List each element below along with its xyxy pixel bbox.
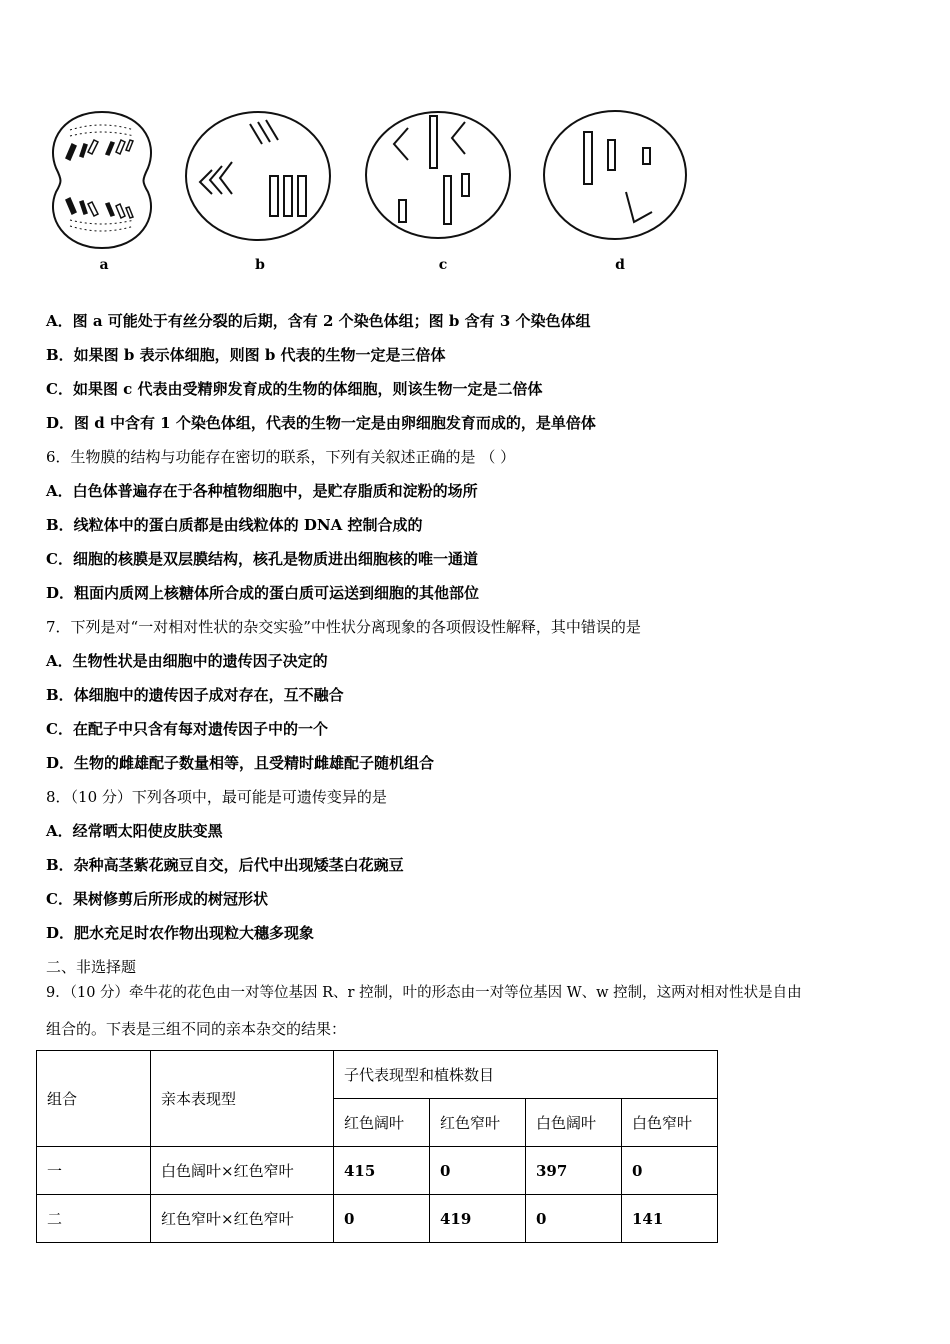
figure-label-d: d (615, 257, 625, 273)
q8-option-c: C．果树修剪后所形成的树冠形状 (46, 890, 268, 908)
subheader-white-broad: 白色阔叶 (526, 1099, 622, 1147)
cell-b-outline (186, 112, 330, 240)
q7-option-c: C．在配子中只含有每对遗传因子中的一个 (46, 720, 328, 738)
cell-a-outline (53, 112, 151, 248)
subheader-red-narrow: 红色窄叶 (430, 1099, 526, 1147)
row-value: 415 (334, 1147, 430, 1195)
row-group: 一 (37, 1147, 151, 1195)
row-value: 419 (430, 1195, 526, 1243)
question-9-line2: 组合的。下表是三组不同的亲本杂交的结果： (46, 1020, 347, 1038)
question-9-line1: 9．（10 分）牵牛花的花色由一对等位基因 R、r 控制，叶的形态由一对等位基因 W、w 控制，这两对相对性状是自由 (46, 985, 802, 1001)
q5-option-c: C．如果图 c 代表由受精卵发育成的生物的体细胞，则该生物一定是二倍体 (46, 380, 543, 398)
header-group: 组合 (37, 1051, 151, 1147)
question-6: 6．生物膜的结构与功能存在密切的联系，下列有关叙述正确的是 （ ） (46, 448, 516, 466)
row-group: 二 (37, 1195, 151, 1243)
question-7: 7．下列是对“一对相对性状的杂交实验”中性状分离现象的各项假设性解释，其中错误的是 (46, 618, 641, 636)
q8-option-d: D．肥水充足时农作物出现粒大穗多现象 (46, 924, 315, 942)
q8-option-b: B．杂种高茎紫花豌豆自交，后代中出现矮茎白花豌豆 (46, 856, 404, 874)
row-parents: 红色窄叶×红色窄叶 (151, 1195, 334, 1243)
question-8: 8．（10 分）下列各项中，最可能是可遗传变异的是 (46, 788, 387, 806)
q8-option-a: A．经常晒太阳使皮肤变黑 (46, 822, 223, 840)
q6-option-d: D．粗面内质网上核糖体所合成的蛋白质可运送到细胞的其他部位 (46, 584, 480, 602)
figure-label-c: c (438, 257, 448, 273)
q7-option-a: A．生物性状是由细胞中的遗传因子决定的 (46, 652, 328, 670)
figure-label-a: a (99, 257, 109, 273)
row-value: 0 (334, 1195, 430, 1243)
q6-option-b: B．线粒体中的蛋白质都是由线粒体的 DNA 控制合成的 (46, 516, 423, 534)
row-value: 0 (622, 1147, 718, 1195)
chromosome-figure (40, 100, 700, 285)
q5-option-d: D．图 d 中含有 1 个染色体组，代表的生物一定是由卵细胞发育而成的，是单倍体 (46, 414, 596, 432)
cell-diagrams (40, 100, 700, 285)
q7-option-b: B．体细胞中的遗传因子成对存在，互不融合 (46, 686, 344, 704)
cell-d-outline (544, 111, 686, 239)
table-row (37, 1147, 718, 1195)
subheader-red-broad: 红色阔叶 (334, 1099, 430, 1147)
row-value: 397 (526, 1147, 622, 1195)
row-value: 141 (622, 1195, 718, 1243)
q6-option-a: A．白色体普遍存在于各种植物细胞中，是贮存脂质和淀粉的场所 (46, 482, 478, 500)
q5-option-a: A．图 a 可能处于有丝分裂的后期，含有 2 个染色体组；图 b 含有 3 个染色体组 (46, 312, 591, 330)
header-offspring: 子代表现型和植株数目 (334, 1051, 718, 1099)
header-parents: 亲本表现型 (151, 1051, 334, 1147)
subheader-white-narrow: 白色窄叶 (622, 1099, 718, 1147)
q6-option-c: C．细胞的核膜是双层膜结构，核孔是物质进出细胞核的唯一通道 (46, 550, 478, 568)
row-parents: 白色阔叶×红色窄叶 (151, 1147, 334, 1195)
q7-option-d: D．生物的雌雄配子数量相等，且受精时雌雄配子随机组合 (46, 754, 435, 772)
row-value: 0 (430, 1147, 526, 1195)
q5-option-b: B．如果图 b 表示体细胞，则图 b 代表的生物一定是三倍体 (46, 346, 446, 364)
table-row (37, 1195, 718, 1243)
row-value: 0 (526, 1195, 622, 1243)
section-heading-2: 二、非选择题 (46, 958, 137, 976)
figure-label-b: b (255, 257, 265, 273)
cross-results-table (36, 1050, 718, 1243)
